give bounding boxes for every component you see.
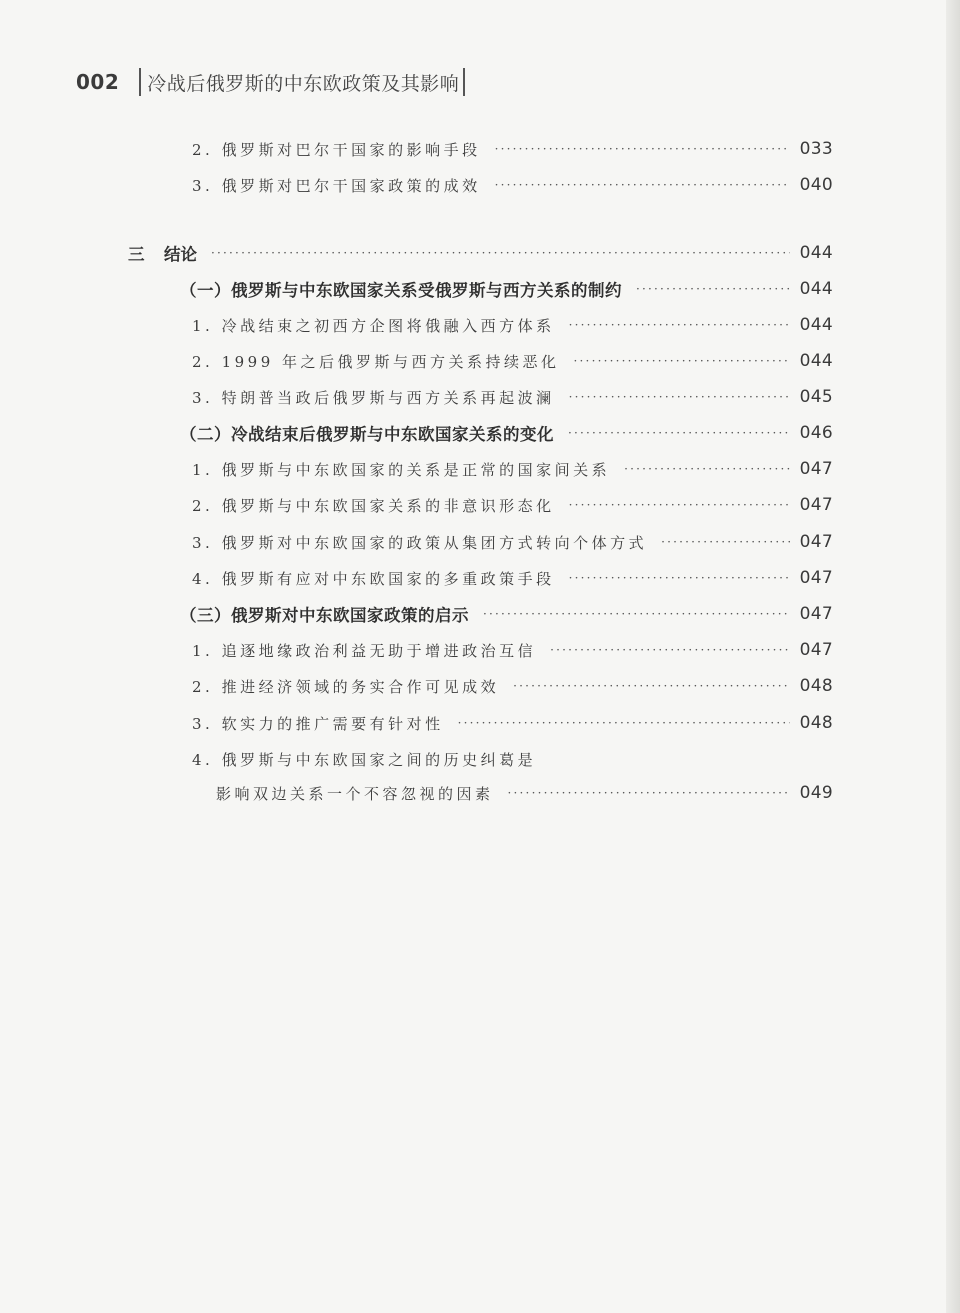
toc-entry[interactable] (0, 635, 960, 665)
toc-entry-page: 044 (799, 243, 833, 263)
toc-entry-title-continued: 影响双边关系一个不容忽视的因素 (216, 784, 494, 803)
toc-section-title: （一）俄罗斯与中东欧国家关系受俄罗斯与西方关系的制约 (180, 281, 622, 300)
toc-entry-line2[interactable] (0, 778, 960, 808)
toc-entry-title: 2. 俄罗斯对巴尔干国家的影响手段 (192, 140, 481, 159)
toc-leader (569, 490, 790, 520)
toc-entry-title: 4. 俄罗斯有应对中东欧国家的多重政策手段 (192, 569, 555, 588)
toc-entry-page: 040 (799, 175, 833, 195)
toc-entry-page: 047 (799, 640, 833, 660)
toc-leader (483, 599, 790, 629)
toc-entry[interactable] (0, 708, 960, 738)
toc-entry-page: 044 (799, 279, 833, 299)
toc-entry[interactable] (0, 563, 960, 593)
toc-entry-title: 3. 特朗普当政后俄罗斯与西方关系再起波澜 (192, 388, 555, 407)
toc-entry[interactable] (0, 310, 960, 340)
toc-entry-title: 3. 俄罗斯对巴尔干国家政策的成效 (192, 176, 481, 195)
toc-entry-page: 047 (799, 459, 833, 479)
toc-entry-line1[interactable] (0, 744, 960, 774)
toc-entry[interactable] (0, 382, 960, 412)
toc-leader (550, 635, 790, 665)
toc-entry-page: 046 (799, 423, 833, 443)
toc-entry-page: 048 (799, 713, 833, 733)
toc-leader (458, 708, 790, 738)
toc-entry[interactable] (0, 490, 960, 520)
toc-leader (495, 134, 790, 164)
toc-section-entry[interactable] (0, 274, 960, 304)
toc-entry-page: 047 (799, 568, 833, 588)
page-number: 002 (76, 70, 120, 94)
toc-entry-page: 045 (799, 387, 833, 407)
toc-entry-title: 4. 俄罗斯与中东欧国家之间的历史纠葛是 (192, 750, 537, 769)
toc-section-title: （二）冷战结束后俄罗斯与中东欧国家关系的变化 (180, 425, 554, 444)
toc-entry-page: 044 (799, 315, 833, 335)
toc-entry[interactable] (0, 671, 960, 701)
toc-leader (508, 778, 790, 808)
toc-section-title: （三）俄罗斯对中东欧国家政策的启示 (180, 606, 469, 625)
toc-part-number: 三 (128, 245, 145, 264)
toc-entry-title: 1. 冷战结束之初西方企图将俄融入西方体系 (192, 316, 555, 335)
toc-entry-title: 1. 俄罗斯与中东欧国家的关系是正常的国家间关系 (192, 460, 611, 479)
toc-leader (661, 527, 790, 557)
toc-entry-page: 049 (799, 783, 833, 803)
toc-entry[interactable] (0, 454, 960, 484)
running-header (76, 64, 465, 100)
header-divider (139, 68, 141, 96)
toc-entry-page: 048 (799, 676, 833, 696)
toc-section-entry[interactable] (0, 418, 960, 448)
toc-leader (574, 346, 790, 376)
toc-leader (636, 274, 790, 304)
book-title: 冷战后俄罗斯的中东欧政策及其影响 (147, 72, 460, 95)
toc-entry[interactable] (0, 170, 960, 200)
toc-entry[interactable] (0, 346, 960, 376)
toc-entry-page: 047 (799, 532, 833, 552)
toc-entry-title: 2. 俄罗斯与中东欧国家关系的非意识形态化 (192, 496, 555, 515)
toc-part-entry[interactable] (0, 238, 960, 268)
toc-leader (513, 671, 790, 701)
header-divider-end (463, 68, 465, 96)
toc-entry[interactable] (0, 134, 960, 164)
toc-entry-title: 2. 1999 年之后俄罗斯与西方关系持续恶化 (192, 352, 560, 371)
toc-part-label: 结论 (164, 245, 197, 264)
toc-leader (568, 418, 790, 448)
toc-part-title (128, 241, 197, 265)
toc-leader (495, 170, 790, 200)
toc-entry[interactable] (0, 527, 960, 557)
toc-entry-title: 3. 俄罗斯对中东欧国家的政策从集团方式转向个体方式 (192, 533, 648, 552)
toc-entry-title: 2. 推进经济领域的务实合作可见成效 (192, 677, 500, 696)
toc-leader (624, 454, 790, 484)
toc-entry-page: 047 (799, 495, 833, 515)
toc-entry-page: 047 (799, 604, 833, 624)
toc-section-entry[interactable] (0, 599, 960, 629)
toc-leader (211, 238, 790, 268)
toc-leader (569, 382, 790, 412)
toc-leader (569, 563, 790, 593)
toc-entry-page: 033 (799, 139, 833, 159)
toc-entry-page: 044 (799, 351, 833, 371)
toc-leader (569, 310, 790, 340)
toc-entry-title: 1. 追逐地缘政治利益无助于增进政治互信 (192, 641, 537, 660)
toc-entry-title: 3. 软实力的推广需要有针对性 (192, 714, 444, 733)
